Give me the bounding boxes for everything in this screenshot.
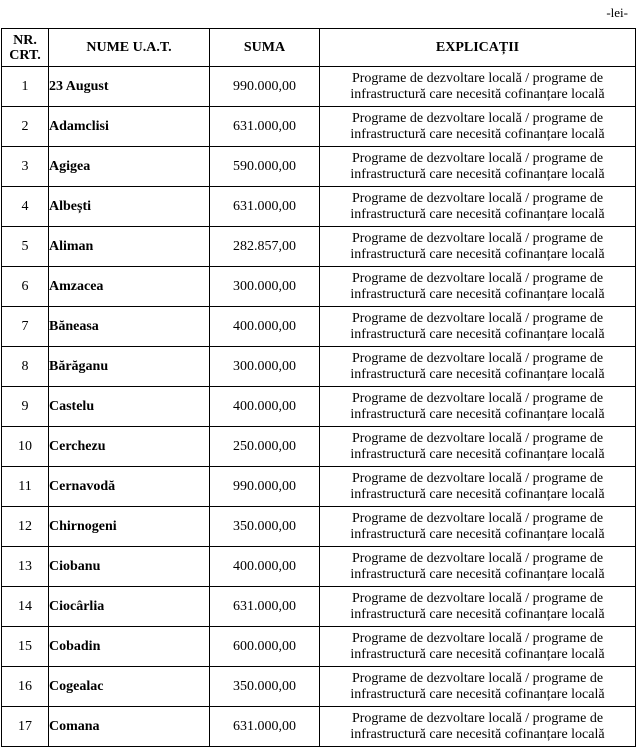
explanation-line-1: Programe de dezvoltare locală / programe de <box>351 470 604 486</box>
row-number: 10 <box>2 427 49 467</box>
explanation-line-1: Programe de dezvoltare locală / programe de <box>351 630 604 646</box>
sum-value: 631.000,00 <box>210 587 320 627</box>
explanation-line-1: Programe de dezvoltare locală / programe de <box>351 70 604 86</box>
table-row <box>2 347 636 387</box>
explanation-line-2: infrastructură care necesită cofinanțare locală <box>350 366 605 382</box>
row-number: 14 <box>2 587 49 627</box>
sum-value: 600.000,00 <box>210 627 320 667</box>
row-number: 8 <box>2 347 49 387</box>
sum-value: 590.000,00 <box>210 147 320 187</box>
row-number: 3 <box>2 147 49 187</box>
table-row <box>2 507 636 547</box>
table-row <box>2 627 636 667</box>
explanation-cell <box>320 467 636 507</box>
explanation-cell <box>320 667 636 707</box>
table-row <box>2 467 636 507</box>
explanation-cell <box>320 187 636 227</box>
sum-value: 282.857,00 <box>210 227 320 267</box>
uat-name: Cobadin <box>49 627 210 667</box>
header-sum: SUMA <box>210 29 320 67</box>
row-number: 5 <box>2 227 49 267</box>
sum-value: 631.000,00 <box>210 107 320 147</box>
uat-name: 23 August <box>49 67 210 107</box>
explanation-line-1: Programe de dezvoltare locală / programe de <box>351 190 604 206</box>
header-explanation: EXPLICAȚII <box>320 29 636 67</box>
row-number: 2 <box>2 107 49 147</box>
sum-value: 990.000,00 <box>210 67 320 107</box>
explanation-line-2: infrastructură care necesită cofinanțare locală <box>350 326 605 342</box>
explanation-line-1: Programe de dezvoltare locală / programe de <box>351 150 604 166</box>
sum-value: 300.000,00 <box>210 347 320 387</box>
uat-name: Cernavodă <box>49 467 210 507</box>
explanation-cell <box>320 147 636 187</box>
row-number: 4 <box>2 187 49 227</box>
explanation-line-1: Programe de dezvoltare locală / programe de <box>351 670 604 686</box>
sum-value: 350.000,00 <box>210 507 320 547</box>
explanation-line-1: Programe de dezvoltare locală / programe de <box>351 350 604 366</box>
explanation-line-1: Programe de dezvoltare locală / programe de <box>351 430 604 446</box>
table-row <box>2 667 636 707</box>
uat-name: Băneasa <box>49 307 210 347</box>
explanation-cell <box>320 627 636 667</box>
table-row <box>2 227 636 267</box>
uat-name: Adamclisi <box>49 107 210 147</box>
explanation-line-1: Programe de dezvoltare locală / programe de <box>351 590 604 606</box>
sum-value: 400.000,00 <box>210 547 320 587</box>
uat-name: Amzacea <box>49 267 210 307</box>
uat-name: Aliman <box>49 227 210 267</box>
explanation-cell <box>320 67 636 107</box>
table-body <box>2 67 636 747</box>
sum-value: 400.000,00 <box>210 387 320 427</box>
explanation-line-1: Programe de dezvoltare locală / programe de <box>351 390 604 406</box>
table-row <box>2 387 636 427</box>
row-number: 15 <box>2 627 49 667</box>
currency-unit-label: -lei- <box>606 5 628 20</box>
explanation-cell <box>320 227 636 267</box>
explanation-line-1: Programe de dezvoltare locală / programe de <box>351 270 604 286</box>
uat-name: Ciocârlia <box>49 587 210 627</box>
explanation-line-2: infrastructură care necesită cofinanțare locală <box>350 246 605 262</box>
explanation-line-2: infrastructură care necesită cofinanțare locală <box>350 646 605 662</box>
uat-name: Chirnogeni <box>49 507 210 547</box>
sum-value: 990.000,00 <box>210 467 320 507</box>
explanation-line-2: infrastructură care necesită cofinanțare locală <box>350 686 605 702</box>
explanation-line-2: infrastructură care necesită cofinanțare locală <box>350 486 605 502</box>
row-number: 16 <box>2 667 49 707</box>
uat-name: Bărăganu <box>49 347 210 387</box>
uat-name: Ciobanu <box>49 547 210 587</box>
explanation-cell <box>320 347 636 387</box>
explanation-cell <box>320 307 636 347</box>
row-number: 6 <box>2 267 49 307</box>
sum-value: 631.000,00 <box>210 707 320 747</box>
explanation-cell <box>320 267 636 307</box>
explanation-cell <box>320 427 636 467</box>
explanation-line-2: infrastructură care necesită cofinanțare locală <box>350 406 605 422</box>
explanation-line-2: infrastructură care necesită cofinanțare locală <box>350 526 605 542</box>
explanation-line-1: Programe de dezvoltare locală / programe de <box>351 550 604 566</box>
explanation-line-2: infrastructură care necesită cofinanțare locală <box>350 166 605 182</box>
sum-value: 400.000,00 <box>210 307 320 347</box>
explanation-line-1: Programe de dezvoltare locală / programe de <box>351 110 604 126</box>
row-number: 12 <box>2 507 49 547</box>
table-row <box>2 307 636 347</box>
table-row <box>2 587 636 627</box>
sum-value: 631.000,00 <box>210 187 320 227</box>
row-number: 1 <box>2 67 49 107</box>
allocations-table <box>1 28 636 747</box>
explanation-cell <box>320 587 636 627</box>
explanation-cell <box>320 387 636 427</box>
uat-name: Agigea <box>49 147 210 187</box>
table-row <box>2 707 636 747</box>
table-row <box>2 427 636 467</box>
sum-value: 300.000,00 <box>210 267 320 307</box>
table-row <box>2 67 636 107</box>
uat-name: Cerchezu <box>49 427 210 467</box>
table-row <box>2 267 636 307</box>
explanation-line-1: Programe de dezvoltare locală / programe de <box>351 310 604 326</box>
explanation-line-2: infrastructură care necesită cofinanțare locală <box>350 286 605 302</box>
row-number: 7 <box>2 307 49 347</box>
uat-name: Castelu <box>49 387 210 427</box>
explanation-line-2: infrastructură care necesită cofinanțare locală <box>350 606 605 622</box>
row-number: 9 <box>2 387 49 427</box>
uat-name: Albești <box>49 187 210 227</box>
table-row <box>2 107 636 147</box>
sum-value: 350.000,00 <box>210 667 320 707</box>
explanation-cell <box>320 707 636 747</box>
explanation-line-2: infrastructură care necesită cofinanțare locală <box>350 566 605 582</box>
uat-name: Cogealac <box>49 667 210 707</box>
explanation-line-1: Programe de dezvoltare locală / programe de <box>351 510 604 526</box>
uat-name: Comana <box>49 707 210 747</box>
explanation-line-2: infrastructură care necesită cofinanțare locală <box>350 206 605 222</box>
table-header-row <box>2 29 636 67</box>
explanation-cell <box>320 547 636 587</box>
explanation-line-2: infrastructură care necesită cofinanțare locală <box>350 726 605 742</box>
header-nr-crt: NR. CRT. <box>2 29 49 67</box>
sum-value: 250.000,00 <box>210 427 320 467</box>
explanation-line-2: infrastructură care necesită cofinanțare locală <box>350 86 605 102</box>
table-row <box>2 187 636 227</box>
header-uat-name: NUME U.A.T. <box>49 29 210 67</box>
explanation-line-1: Programe de dezvoltare locală / programe de <box>351 710 604 726</box>
explanation-cell <box>320 507 636 547</box>
explanation-line-1: Programe de dezvoltare locală / programe de <box>351 230 604 246</box>
explanation-line-2: infrastructură care necesită cofinanțare locală <box>350 126 605 142</box>
row-number: 17 <box>2 707 49 747</box>
explanation-line-2: infrastructură care necesită cofinanțare locală <box>350 446 605 462</box>
explanation-cell <box>320 107 636 147</box>
table-row <box>2 547 636 587</box>
table-row <box>2 147 636 187</box>
row-number: 11 <box>2 467 49 507</box>
row-number: 13 <box>2 547 49 587</box>
